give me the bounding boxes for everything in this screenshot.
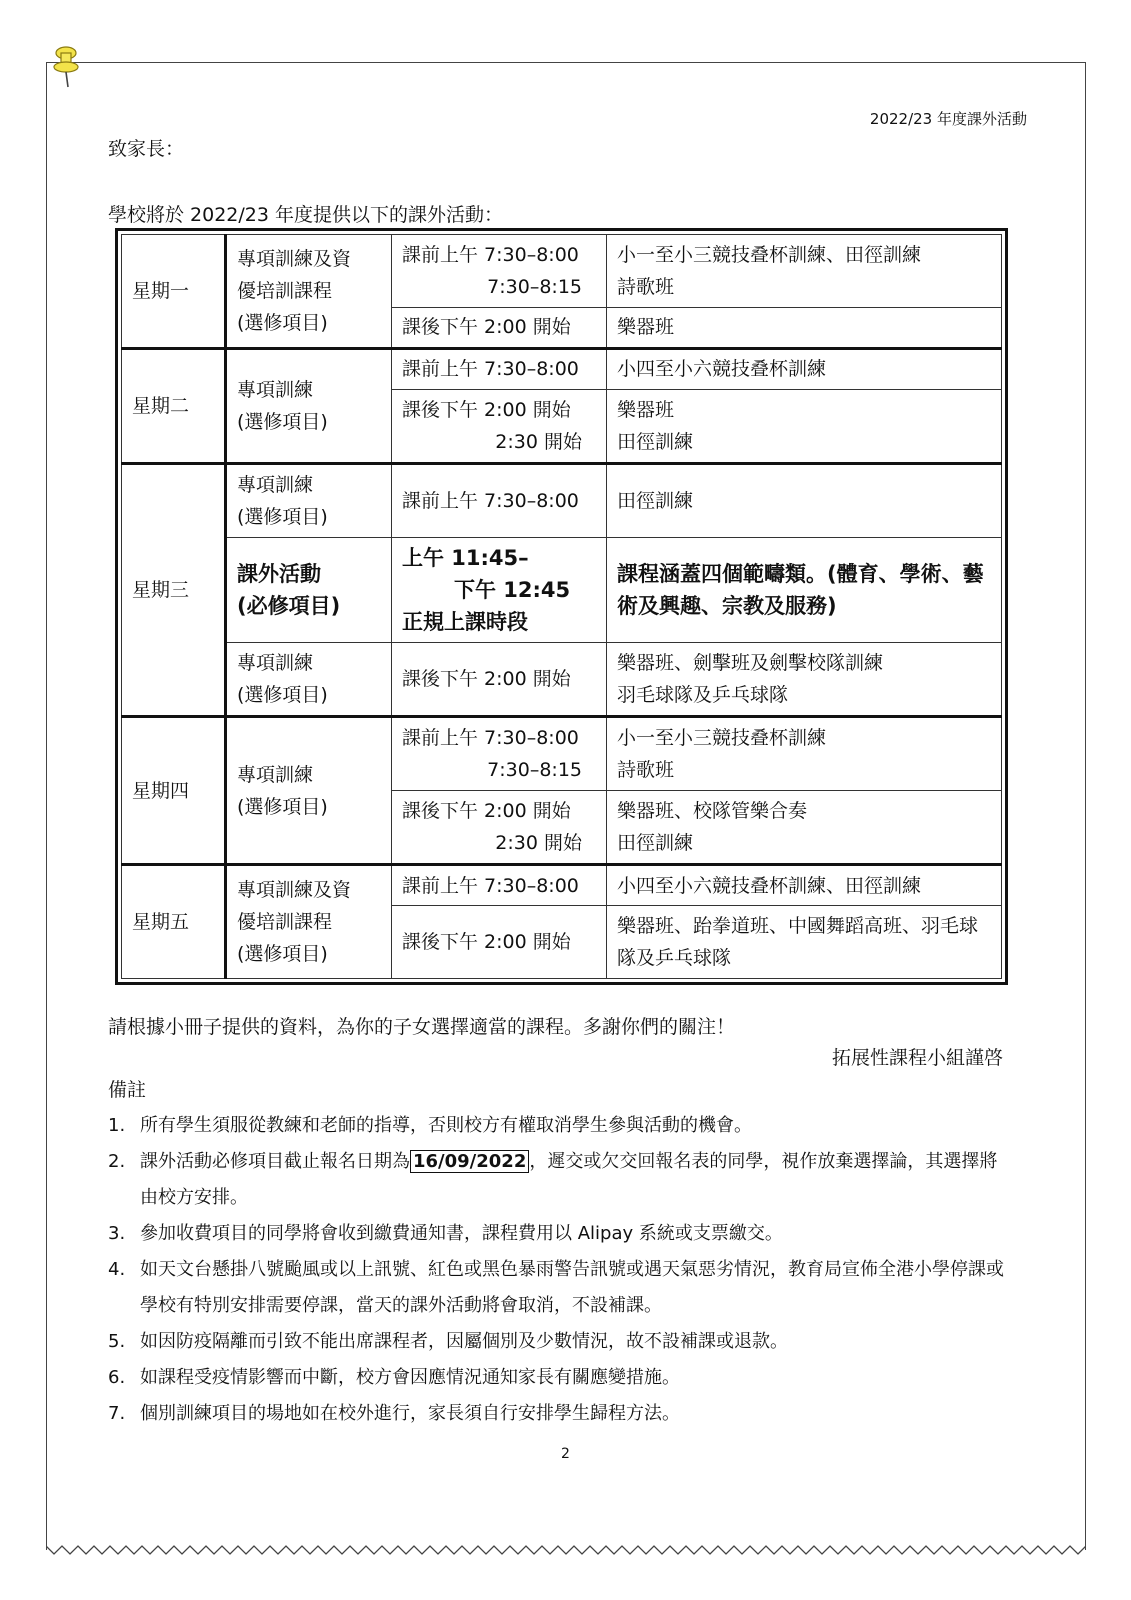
activity-cell: 樂器班、劍擊班及劍擊校隊訓練 羽毛球隊及乒乓球隊	[607, 643, 1002, 717]
signature: 拓展性課程小組謹啓	[831, 1047, 1003, 1069]
day-cell: 星期五	[122, 865, 226, 979]
category-cell: 專項訓練及資 優培訓課程 (選修項目)	[226, 235, 392, 349]
notes-list	[108, 1108, 1008, 1432]
activity-cell: 課程涵蓋四個範疇類。(體育、學術、藝術及興趣、宗教及服務)	[607, 537, 1002, 643]
time-cell: 課後下午 2:00 開始	[392, 906, 607, 979]
intro-text: 學校將於 2022/23 年度提供以下的課外活動：	[108, 204, 504, 226]
category-cell: 專項訓練 (選修項目)	[226, 463, 392, 537]
list-item: 3. 參加收費項目的同學將會收到繳費通知書，課程費用以 Alipay 系統或支票繳交。	[108, 1223, 783, 1244]
activity-cell: 小一至小三競技叠杯訓練、田徑訓練 詩歌班	[607, 235, 1002, 308]
time-cell: 課前上午 7:30–8:00 7:30–8:15	[392, 717, 607, 791]
activity-cell: 樂器班、校隊管樂合奏 田徑訓練	[607, 791, 1002, 865]
list-item: 2. 課外活動必修項目截止報名日期為 16/09/2022 ，遲交或欠交回報名表的同學，視作放棄選擇論，其選擇將由校方安排。	[108, 1151, 998, 1208]
table-row	[122, 717, 1002, 791]
schedule-table	[115, 228, 1008, 985]
day-cell: 星期一	[122, 235, 226, 349]
deadline-date: 16/09/2022	[410, 1150, 529, 1173]
time-cell: 課前上午 7:30–8:00	[392, 463, 607, 537]
time-cell: 課後下午 2:00 開始 2:30 開始	[392, 791, 607, 865]
activity-cell: 小四至小六競技叠杯訓練	[607, 348, 1002, 389]
activity-cell: 樂器班、跆拳道班、中國舞蹈高班、羽毛球隊及乒乓球隊	[607, 906, 1002, 979]
day-cell: 星期四	[122, 717, 226, 865]
activity-cell: 小一至小三競技叠杯訓練 詩歌班	[607, 717, 1002, 791]
list-item: 4. 如天文台懸掛八號颱風或以上訊號、紅色或黑色暴雨警告訊號或遇天氣惡劣情況，教育局宣佈全港小學停課或學校有特別安排需要停課，當天的課外活動將會取消，不設補課。	[108, 1259, 1004, 1316]
activity-cell: 樂器班	[607, 307, 1002, 348]
time-cell: 上午 11:45– 下午 12:45 正規上課時段	[392, 537, 607, 643]
table-row	[122, 463, 1002, 537]
activity-cell: 田徑訓練	[607, 463, 1002, 537]
day-cell: 星期二	[122, 348, 226, 463]
list-item: 1. 所有學生須服從教練和老師的指導，否則校方有權取消學生參與活動的機會。	[108, 1115, 752, 1136]
activity-cell: 樂器班 田徑訓練	[607, 389, 1002, 463]
document-header: 2022/23 年度課外活動	[869, 110, 1027, 128]
list-item: 7. 個別訓練項目的場地如在校外進行，家長須自行安排學生歸程方法。	[108, 1403, 680, 1424]
notes-title: 備註	[108, 1079, 147, 1101]
time-cell: 課前上午 7:30–8:00	[392, 865, 607, 906]
time-cell: 課後下午 2:00 開始 2:30 開始	[392, 389, 607, 463]
list-item: 5. 如因防疫隔離而引致不能出席課程者，因屬個別及少數情況，故不設補課或退款。	[108, 1331, 788, 1352]
pushpin-icon	[52, 45, 84, 89]
time-cell: 課前上午 7:30–8:00	[392, 348, 607, 389]
category-cell: 專項訓練 (選修項目)	[226, 643, 392, 717]
category-cell: 專項訓練及資 優培訓課程 (選修項目)	[226, 865, 392, 979]
table-row	[122, 348, 1002, 389]
torn-edge	[46, 1544, 1086, 1556]
activity-cell: 小四至小六競技叠杯訓練、田徑訓練	[607, 865, 1002, 906]
time-cell: 課前上午 7:30–8:00 7:30–8:15	[392, 235, 607, 308]
category-cell: 專項訓練 (選修項目)	[226, 717, 392, 865]
table-row	[122, 643, 1002, 717]
time-cell: 課後下午 2:00 開始	[392, 307, 607, 348]
greeting: 致家長：	[108, 138, 185, 160]
category-cell: 專項訓練 (選修項目)	[226, 348, 392, 463]
time-cell: 課後下午 2:00 開始	[392, 643, 607, 717]
table-row	[122, 235, 1002, 308]
table-row	[122, 865, 1002, 906]
closing-line: 請根據小冊子提供的資料，為你的子女選擇適當的課程。多謝你們的關注！	[108, 1016, 736, 1038]
page-number: 2	[561, 1446, 570, 1462]
category-cell: 課外活動 (必修項目)	[226, 537, 392, 643]
table-row	[122, 537, 1002, 643]
list-item: 6. 如課程受疫情影響而中斷，校方會因應情況通知家長有關應變措施。	[108, 1367, 680, 1388]
day-cell: 星期三	[122, 463, 226, 716]
